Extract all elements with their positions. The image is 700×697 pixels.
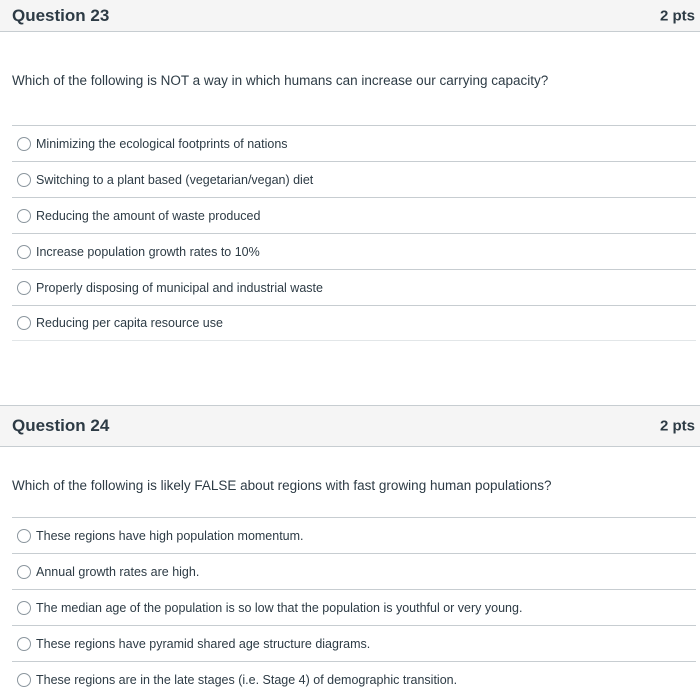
radio-button[interactable] <box>17 565 31 579</box>
radio-button[interactable] <box>17 137 31 151</box>
answer-option[interactable] <box>12 553 696 589</box>
answer-option[interactable] <box>12 197 696 233</box>
radio-button[interactable] <box>17 209 31 223</box>
answer-option[interactable] <box>12 125 696 161</box>
radio-button[interactable] <box>17 637 31 651</box>
radio-button[interactable] <box>17 316 31 330</box>
question-header <box>0 0 700 32</box>
radio-button[interactable] <box>17 245 31 259</box>
question-text: Which of the following is likely FALSE about regions with fast growing human populations? <box>12 478 552 493</box>
question-title: Question 23 <box>12 5 110 25</box>
answer-option[interactable] <box>12 305 696 341</box>
answer-label[interactable]: These regions have pyramid shared age structure diagrams. <box>36 636 371 651</box>
question-header <box>0 405 700 447</box>
radio-button[interactable] <box>17 529 31 543</box>
question-title: Question 24 <box>12 416 110 435</box>
question-text: Which of the following is NOT a way in which humans can increase our carrying capacity? <box>12 73 549 88</box>
radio-button[interactable] <box>17 601 31 615</box>
answer-label[interactable]: Annual growth rates are high. <box>36 564 200 579</box>
radio-button[interactable] <box>17 673 31 687</box>
answer-option[interactable] <box>12 161 696 197</box>
question-points: 2 pts <box>659 417 695 435</box>
question-points: 2 pts <box>659 7 695 25</box>
answer-option[interactable] <box>12 661 696 697</box>
answer-label[interactable]: Minimizing the ecological footprints of nations <box>36 136 288 151</box>
answer-label[interactable]: Increase population growth rates to 10% <box>36 244 260 259</box>
answer-option[interactable] <box>12 589 696 625</box>
radio-button[interactable] <box>17 281 31 295</box>
answer-label[interactable]: Reducing per capita resource use <box>36 316 223 330</box>
answer-option[interactable] <box>12 269 696 305</box>
answer-option[interactable] <box>12 517 696 553</box>
answer-label[interactable]: Switching to a plant based (vegetarian/vegan) diet <box>36 172 314 187</box>
answer-label[interactable]: These regions have high population momentum. <box>36 528 304 543</box>
answer-label[interactable]: These regions are in the late stages (i.e. Stage 4) of demographic transition. <box>36 672 458 687</box>
answer-label[interactable]: Reducing the amount of waste produced <box>36 208 261 223</box>
answer-label[interactable]: The median age of the population is so low that the population is youthful or very young. <box>36 600 523 615</box>
answer-option[interactable] <box>12 625 696 661</box>
question-24 <box>0 364 700 690</box>
answer-list <box>12 125 696 341</box>
answer-label[interactable]: Properly disposing of municipal and industrial waste <box>36 280 323 295</box>
answer-option[interactable] <box>12 233 696 269</box>
answer-list <box>12 517 696 697</box>
radio-button[interactable] <box>17 173 31 187</box>
